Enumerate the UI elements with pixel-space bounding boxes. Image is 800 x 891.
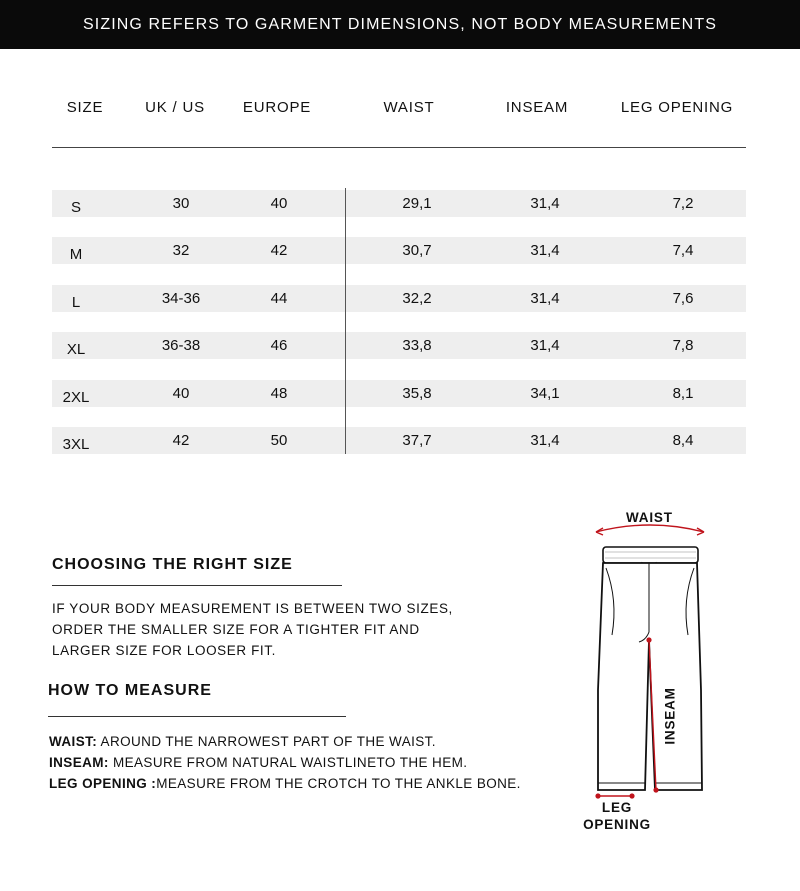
waist-arrow bbox=[596, 525, 704, 532]
leg-label-line2: OPENING bbox=[583, 817, 651, 832]
header-waist: WAIST bbox=[383, 99, 435, 116]
cell-inseam: 31,4 bbox=[530, 290, 560, 307]
column-divider bbox=[345, 188, 346, 454]
measure-text: MEASURE FROM NATURAL WAISTLINETO THE HEM. bbox=[108, 755, 468, 770]
how-to-measure-title: HOW TO MEASURE bbox=[48, 682, 212, 699]
cell-leg-opening: 7,4 bbox=[672, 242, 694, 259]
table-row bbox=[52, 285, 746, 312]
cell-size: XL bbox=[66, 341, 86, 358]
header-leg-opening: LEG OPENING bbox=[620, 99, 734, 116]
cell-leg-opening: 7,2 bbox=[672, 195, 694, 212]
measure-term: WAIST: bbox=[49, 734, 98, 749]
cell-europe: 48 bbox=[270, 385, 288, 402]
table-row bbox=[52, 190, 746, 217]
cell-size: 3XL bbox=[62, 436, 90, 453]
measure-text: AROUND THE NARROWEST PART OF THE WAIST. bbox=[97, 734, 436, 749]
cell-size: L bbox=[71, 294, 81, 311]
cell-uk-us: 36-38 bbox=[161, 337, 201, 354]
header-uk-us: UK / US bbox=[145, 99, 205, 116]
cell-europe: 44 bbox=[270, 290, 288, 307]
cell-europe: 42 bbox=[270, 242, 288, 259]
choosing-line: ORDER THE SMALLER SIZE FOR A TIGHTER FIT AND bbox=[52, 622, 420, 637]
cell-inseam: 34,1 bbox=[530, 385, 560, 402]
table-row bbox=[52, 237, 746, 264]
waist-label: WAIST bbox=[626, 510, 673, 525]
cell-leg-opening: 8,1 bbox=[672, 385, 694, 402]
how-to-measure-underline bbox=[48, 716, 346, 717]
table-row bbox=[52, 427, 746, 454]
cell-inseam: 31,4 bbox=[530, 432, 560, 449]
table-row bbox=[52, 332, 746, 359]
cell-waist: 32,2 bbox=[402, 290, 432, 307]
header-inseam: INSEAM bbox=[505, 99, 569, 116]
cell-size: S bbox=[70, 199, 82, 216]
cell-leg-opening: 7,8 bbox=[672, 337, 694, 354]
cell-uk-us: 32 bbox=[172, 242, 190, 259]
cell-uk-us: 42 bbox=[172, 432, 190, 449]
header-size: SIZE bbox=[66, 99, 104, 116]
cell-europe: 50 bbox=[270, 432, 288, 449]
cell-uk-us: 40 bbox=[172, 385, 190, 402]
choosing-underline bbox=[52, 585, 342, 586]
measure-term: INSEAM: bbox=[49, 755, 109, 770]
table-row bbox=[52, 380, 746, 407]
cell-waist: 35,8 bbox=[402, 385, 432, 402]
cell-size: M bbox=[69, 246, 83, 263]
cell-waist: 33,8 bbox=[402, 337, 432, 354]
choosing-line: LARGER SIZE FOR LOOSER FIT. bbox=[52, 643, 276, 658]
cell-europe: 40 bbox=[270, 195, 288, 212]
header-europe: EUROPE bbox=[242, 99, 312, 116]
leg-label-line1: LEG bbox=[601, 800, 633, 815]
header-divider bbox=[52, 147, 746, 148]
measure-text: MEASURE FROM THE CROTCH TO THE ANKLE BONE. bbox=[156, 776, 521, 791]
sizing-banner: SIZING REFERS TO GARMENT DIMENSIONS, NOT BODY MEASUREMENTS bbox=[0, 0, 800, 49]
cell-inseam: 31,4 bbox=[530, 242, 560, 259]
measure-item-waist bbox=[49, 731, 521, 752]
cell-uk-us: 34-36 bbox=[161, 290, 201, 307]
cell-size: 2XL bbox=[62, 389, 90, 406]
cell-leg-opening: 7,6 bbox=[672, 290, 694, 307]
cell-waist: 29,1 bbox=[402, 195, 432, 212]
measure-term: LEG OPENING : bbox=[49, 776, 157, 791]
choosing-text bbox=[52, 598, 453, 661]
cell-waist: 37,7 bbox=[402, 432, 432, 449]
inseam-label: INSEAM bbox=[662, 687, 678, 745]
cell-waist: 30,7 bbox=[402, 242, 432, 259]
cell-inseam: 31,4 bbox=[530, 337, 560, 354]
measure-item-inseam bbox=[49, 752, 521, 773]
measure-item-leg-opening bbox=[49, 773, 521, 794]
choosing-line: IF YOUR BODY MEASUREMENT IS BETWEEN TWO SIZES, bbox=[52, 601, 453, 616]
cell-europe: 46 bbox=[270, 337, 288, 354]
inseam-end-dot bbox=[653, 787, 658, 792]
choosing-title: CHOOSING THE RIGHT SIZE bbox=[52, 556, 293, 573]
cell-leg-opening: 8,4 bbox=[672, 432, 694, 449]
leg-opening-end-dot bbox=[629, 793, 634, 798]
cell-inseam: 31,4 bbox=[530, 195, 560, 212]
pants-waistband bbox=[603, 547, 698, 563]
how-to-measure-list bbox=[49, 731, 521, 794]
cell-uk-us: 30 bbox=[172, 195, 190, 212]
pants-diagram bbox=[590, 524, 710, 824]
